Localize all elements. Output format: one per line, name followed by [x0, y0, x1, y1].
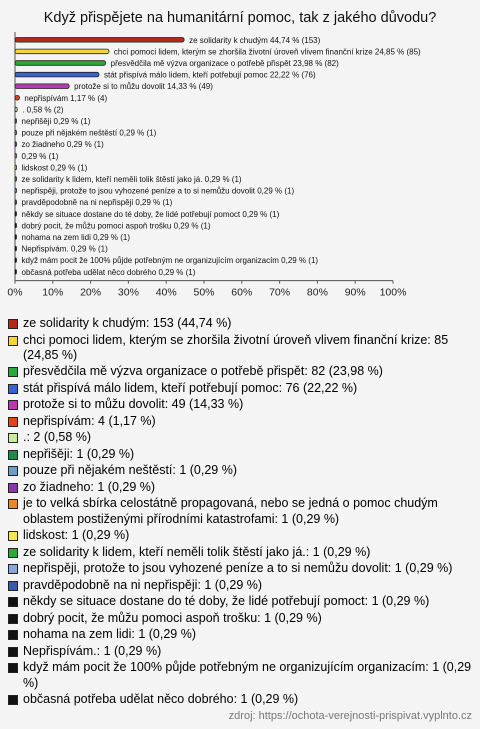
- legend-item: [8, 316, 474, 331]
- bar: [15, 177, 17, 182]
- bar-data-label: přesvědčila mě výzva organizace o potřebě přispět 23,98 % (82): [110, 59, 339, 68]
- legend-swatch: [8, 384, 18, 394]
- x-tick-label: 90%: [344, 286, 366, 299]
- bar: [15, 119, 17, 124]
- x-tick-label: 50%: [193, 286, 215, 299]
- legend-label: pouze při nějakém neštěstí: 1 (0,29 %): [23, 463, 238, 478]
- bar-data-label: protože si to můžu dovolit 14,33 % (49): [74, 82, 213, 92]
- legend-swatch: [8, 564, 18, 574]
- legend-item: [8, 528, 474, 543]
- bar-data-label: stát přispívá málo lidem, kteří potřebují pomoc 22,22 % (76): [103, 70, 316, 80]
- legend-swatch: [8, 695, 18, 705]
- legend-swatch: [8, 417, 18, 427]
- legend-swatch: [8, 581, 18, 591]
- x-tick-label: 10%: [42, 286, 64, 299]
- legend-item: [8, 611, 474, 626]
- bar-data-label: nepřišěji 0,29 % (1): [21, 117, 91, 126]
- bar-data-label: zo žiadneho 0,29 % (1): [21, 140, 104, 150]
- legend-item: [8, 381, 474, 396]
- bar-data-label: ze solidarity k lidem, kteří neměli tolik štěstí jako já. 0,29 % (1): [21, 175, 242, 184]
- x-tick-label: 60%: [231, 286, 253, 299]
- bar-data-label: lidskost 0,29 % (1): [21, 163, 88, 173]
- bar-data-label: 0,29 % (1): [21, 151, 59, 161]
- legend-swatch: [8, 663, 18, 673]
- bar: [15, 235, 17, 240]
- x-tick-label: 30%: [117, 286, 139, 299]
- legend-swatch: [8, 483, 18, 493]
- legend-label: nepřispívám: 4 (1,17 %): [23, 413, 156, 428]
- legend-swatch: [8, 433, 18, 443]
- chart-legend: [8, 316, 474, 709]
- legend-swatch: [8, 466, 18, 476]
- bar: [15, 61, 106, 66]
- legend-item: [8, 660, 474, 691]
- legend-swatch: [8, 499, 18, 509]
- legend-label: přesvědčila mě výzva organizace o potřebě přispět: 82 (23,98 %): [23, 364, 383, 379]
- legend-item: [8, 447, 474, 462]
- bar-data-label: pravděpodobně na ni nepřispěji 0,29 % (1): [21, 198, 173, 208]
- legend-item: [8, 430, 474, 445]
- bar-data-label: nepřispěji, protože to jsou vyhozené peníze a to si nemůžu dovolit 0,29 % (1): [21, 186, 295, 196]
- legend-label: ze solidarity k lidem, kteří neměli tolik štěstí jako já.: 1 (0,29 %): [23, 544, 371, 559]
- bar: [15, 212, 17, 217]
- legend-swatch: [8, 336, 18, 346]
- bar-chart: [0, 30, 480, 312]
- legend-label: stát přispívá málo lidem, kteří potřebují pomoc: 76 (22,22 %): [23, 380, 358, 395]
- bar: [15, 165, 17, 170]
- legend-label: Nepřispívám.: 1 (0,29 %): [23, 643, 162, 658]
- bar-data-label: někdy se situace dostane do té doby, že lidé potřebují pomoct 0,29 % (1): [21, 209, 280, 219]
- bar: [15, 84, 69, 89]
- legend-item: [8, 397, 474, 412]
- legend-item: [8, 463, 474, 478]
- bar-data-label: občasná potřeba udělat něco dobrého 0,29 % (1): [21, 267, 196, 277]
- bar: [15, 223, 17, 228]
- legend-swatch: [8, 531, 18, 541]
- bar: [15, 270, 17, 275]
- legend-label: je to velká sbírka celostátně propagovaná, nebo se jedná o pomoc chudým oblastem postiženými přírodními katastrofami: 1 (0,29 %): [23, 496, 438, 526]
- bar: [15, 107, 17, 112]
- bar: [15, 188, 17, 193]
- legend-item: [8, 644, 474, 659]
- bar-data-label: ze solidarity k chudým 44,74 % (153): [189, 35, 321, 45]
- bar: [15, 258, 17, 263]
- legend-swatch: [8, 400, 18, 410]
- legend-label: .: 2 (0,58 %): [23, 430, 92, 445]
- bar: [15, 49, 109, 54]
- legend-item: [8, 692, 474, 707]
- bar-data-label: když mám pocit že 100% půjde potřebným ne organizujícím organizacím 0,29 % (1): [21, 256, 319, 266]
- legend-label: chci pomoci lidem, kterým se zhoršila životní úroveň vlivem finanční krize: 85 (24,85 %): [23, 332, 449, 362]
- legend-item: [8, 480, 474, 495]
- legend-label: nepřišěji: 1 (0,29 %): [23, 446, 135, 461]
- legend-label: dobrý pocit, že můžu pomoci aspoň trošku: 1 (0,29 %): [23, 610, 322, 625]
- legend-swatch: [8, 614, 18, 624]
- legend-item: [8, 578, 474, 593]
- bar-data-label: dobrý pocit, že můžu pomoci aspoň trošku 0,29 % (1): [21, 221, 211, 231]
- x-tick-label: 70%: [269, 286, 291, 299]
- x-tick-label: 0%: [7, 286, 23, 299]
- chart-title: Když přispějete na humanitární pomoc, tak z jakého důvodu?: [43, 10, 437, 26]
- legend-item: [8, 414, 474, 429]
- bar: [15, 130, 17, 135]
- x-tick-label: 80%: [306, 286, 328, 299]
- bar-data-label: . 0,58 % (2): [22, 105, 64, 115]
- bar: [15, 246, 17, 251]
- bar: [15, 154, 17, 159]
- bar-data-label: Nepřispívám. 0,29 % (1): [21, 244, 108, 254]
- legend-label: protože si to můžu dovolit: 49 (14,33 %): [23, 397, 244, 412]
- bar-data-label: nohama na zem lidi 0,29 % (1): [21, 233, 130, 242]
- legend-swatch: [8, 548, 18, 558]
- legend-swatch: [8, 367, 18, 377]
- bar: [15, 142, 17, 147]
- legend-item: [8, 333, 474, 364]
- bar: [15, 96, 19, 101]
- bar: [15, 38, 184, 43]
- source-note: zdroj: https://ochota-verejnosti-prispivat.vyplnto.cz: [228, 710, 472, 722]
- legend-label: zo žiadneho: 1 (0,29 %): [23, 479, 156, 494]
- bar-data-label: chci pomoci lidem, kterým se zhoršila životní úroveň vlivem finanční krize 24,85 % (85): [113, 47, 421, 57]
- bar-data-label: nepřispívám 1,17 % (4): [24, 93, 108, 103]
- legend-item: [8, 627, 474, 642]
- legend-item: [8, 364, 474, 379]
- legend-item: [8, 594, 474, 609]
- legend-label: lidskost: 1 (0,29 %): [23, 528, 130, 543]
- legend-swatch: [8, 597, 18, 607]
- legend-label: ze solidarity k chudým: 153 (44,74 %): [23, 316, 232, 330]
- bar: [15, 72, 99, 77]
- legend-label: občasná potřeba udělat něco dobrého: 1 (0,29 %): [23, 692, 299, 707]
- bar: [15, 200, 17, 205]
- legend-swatch: [8, 450, 18, 460]
- x-tick-label: 20%: [80, 286, 102, 299]
- legend-label: pravděpodobně na ni nepřispěji: 1 (0,29 %): [23, 577, 263, 592]
- bar-data-label: pouze při nějakém neštěstí 0,29 % (1): [21, 128, 157, 138]
- legend-swatch: [8, 630, 18, 640]
- legend-swatch: [8, 647, 18, 657]
- legend-item: [8, 561, 474, 576]
- legend-item: [8, 545, 474, 560]
- x-tick-label: 40%: [155, 286, 177, 299]
- legend-label: nepřispěji, protože to jsou vyhozené peníze a to si nemůžu dovolit: 1 (0,29 %): [23, 561, 453, 576]
- legend-swatch: [8, 319, 18, 329]
- legend-label: nohama na zem lidi: 1 (0,29 %): [23, 627, 197, 642]
- legend-label: někdy se situace dostane do té doby, že lidé potřebují pomoct: 1 (0,29 %): [23, 594, 430, 609]
- legend-label: když mám pocit že 100% půjde potřebným ne organizujícím organizacím: 1 (0,29 %): [23, 660, 472, 690]
- legend-item: [8, 496, 474, 527]
- x-tick-label: 100%: [379, 286, 407, 299]
